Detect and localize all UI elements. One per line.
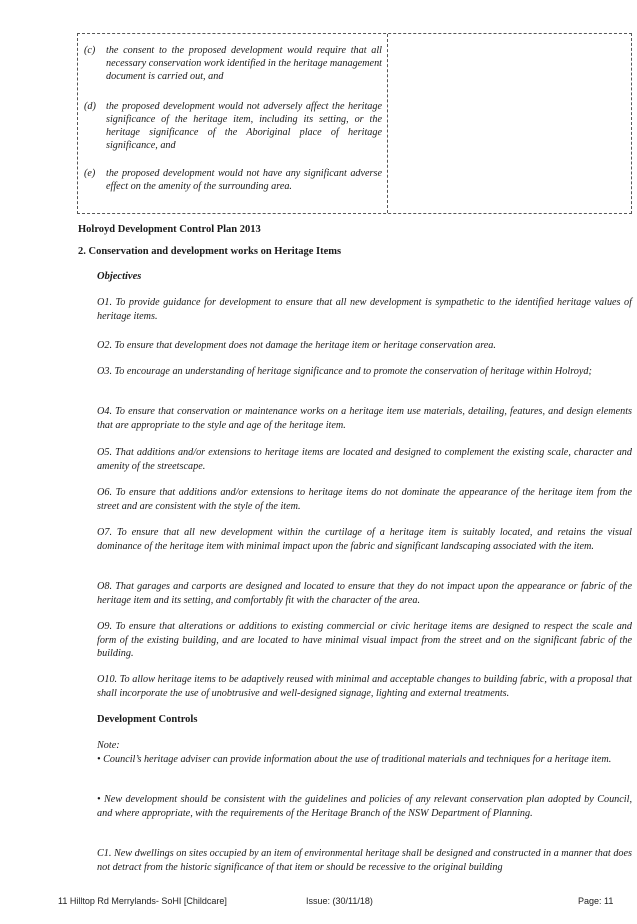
clause-text: the proposed development would not adversely affect the heritage significance of the heritage item, including its setting, or the heritage significance of the Aboriginal place of heritage significance, and (106, 101, 382, 151)
table-column-divider (387, 34, 388, 213)
clause-label: (e) (84, 168, 96, 179)
conditions-table (77, 33, 632, 214)
footer-issue-date: Issue: (30/11/18) (306, 896, 373, 906)
control-c1: C1. New dwellings on sites occupied by an item of environmental heritage shall be designed and constructed in a manner that does not detract from the historic significance of that item or should be recessive to the original building (97, 848, 632, 873)
objective-o1: O1. To provide guidance for development to ensure that all new development is sympathetic to the identified heritage values of heritage items. (97, 297, 632, 322)
clause-c (84, 44, 382, 83)
clause-e (84, 167, 382, 193)
clause-d (84, 100, 382, 152)
section-title: 2. Conservation and development works on Heritage Items (78, 246, 342, 257)
objective-o9: O9. To ensure that alterations or additions to existing commercial or civic heritage items are designed to respect the scale and form of the existing building, and are located to have minimal visual impact from the street and on the significant fabric of the building. (97, 621, 632, 659)
objective-o3: O3. To encourage an understanding of heritage significance and to promote the conservation of heritage within Holroyd; (97, 366, 592, 377)
note-item: • New development should be consistent with the guidelines and policies of any relevant conservation plan adopted by Council, and where appropriate, with the requirements of the Heritage Branch of the NSW Department of Planning. (97, 794, 632, 819)
note-label: Note: (97, 740, 120, 751)
clause-text: the consent to the proposed development would require that all necessary conservation work identified in the heritage management document is carried out, and (106, 45, 382, 82)
footer-page-number: Page: 11 (578, 896, 614, 906)
clause-label: (d) (84, 101, 96, 112)
development-controls-heading: Development Controls (97, 714, 198, 725)
document-title: Holroyd Development Control Plan 2013 (78, 224, 261, 235)
objective-o10: O10. To allow heritage items to be adaptively reused with minimal and acceptable changes to building fabric, with a proposal that shall incorporate the use of unobtrusive and well-designed signage, lighting and external treatments. (97, 674, 632, 699)
objectives-heading: Objectives (97, 271, 142, 282)
objective-o8: O8. That garages and carports are designed and located to ensure that they do not impact upon the appearance or fabric of the heritage item and its setting, and comfortably fit with the character of the area. (97, 581, 632, 606)
objective-o4: O4. To ensure that conservation or maintenance works on a heritage item use materials, detailing, features, and design elements that are appropriate to the style and age of the heritage item. (97, 406, 632, 431)
objective-o5: O5. That additions and/or extensions to heritage items are located and designed to complement the existing scale, character and amenity of the streetscape. (97, 447, 632, 472)
clause-label: (c) (84, 45, 96, 56)
objective-o6: O6. To ensure that additions and/or extensions to heritage items do not dominate the appearance of the heritage item from the street and are consistent with the style of the item. (97, 487, 632, 512)
footer-document-name: 11 Hilltop Rd Merrylands- SoHI [Childcare] (58, 896, 227, 906)
objective-o2: O2. To ensure that development does not damage the heritage item or heritage conservation area. (97, 340, 496, 351)
note-item: • Council’s heritage adviser can provide information about the use of traditional materials and techniques for a heritage item. (97, 754, 612, 765)
clause-text: the proposed development would not have any significant adverse effect on the amenity of the surrounding area. (106, 168, 382, 192)
objective-o7: O7. To ensure that all new development within the curtilage of a heritage item is suitably located, and retains the visual dominance of the heritage item with minimal impact upon the fabric and significant landscaping associated with the item. (97, 527, 632, 552)
